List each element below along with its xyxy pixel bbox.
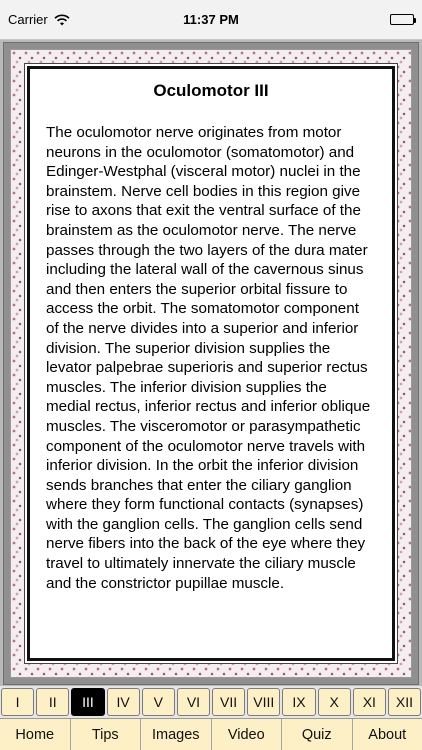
content-frame [3,42,419,685]
nerve-tab-x[interactable]: X [318,688,351,716]
content-card [27,66,395,661]
tab-video[interactable]: Video [212,719,283,750]
nerve-tab-bar [0,686,422,718]
tab-images[interactable]: Images [141,719,212,750]
tab-about[interactable]: About [368,726,407,743]
nerve-tab-ii[interactable]: II [36,688,69,716]
floral-border [10,49,412,678]
carrier-label: Carrier [8,12,48,27]
nerve-tab-ix[interactable]: IX [282,688,315,716]
status-bar [0,0,422,40]
wifi-icon [54,14,70,26]
page-body-text: The oculomotor nerve originates from motor neurons in the oculomotor (somatomotor) and Edinger-Westphal (visceral motor) nuclei in the brainstem. Nerve cell bodies in this region give rise to axons that exit the ventral surface of the brainstem as the oculomotor nerve. The nerve passes through the two layers of the dura mater including the lateral wall of the cavernous sinus and then enters the superior orbital fissure to access the orbit. The somatomotor component of the nerve divides into a superior and inferior division. The superior division supplies the levator palpebrae superioris and superior rectus muscles. The inferior division supplies the medial rectus, inferior rectus and inferior oblique muscles. The visceromotor or parasympathetic component of the oculomotor nerve travels with inferior division. In the orbit the inferior division sends branches that enter the ciliary ganglion where they form functional contacts (synapses) with the ganglion cells. The ganglion cells send nerve fibers into the back of the eye where they travel to ultimately innervate the ciliary muscle and the constrictor pupillae muscle. [46,124,371,592]
tab-quiz[interactable]: Quiz [282,719,353,750]
nerve-tab-viii[interactable]: VIII [247,688,280,716]
nerve-tab-vii[interactable]: VII [212,688,245,716]
nerve-tab-iv[interactable]: IV [107,688,140,716]
nerve-tab-xii[interactable]: XII [388,688,421,716]
tab-tips[interactable]: Tips [71,719,142,750]
nerve-tab-vi[interactable]: VI [177,688,210,716]
status-time: 11:37 PM [183,12,239,27]
nerve-tab-xi[interactable]: XI [353,688,386,716]
bottom-tab-bar [0,718,422,750]
nerve-tab-i[interactable]: I [1,688,34,716]
tab-home[interactable]: Home [0,719,71,750]
page-title: Oculomotor III [153,81,269,100]
status-left [8,12,70,27]
nerve-tab-v[interactable]: V [142,688,175,716]
nerve-tab-iii[interactable]: III [71,688,104,716]
battery-icon [390,14,414,25]
